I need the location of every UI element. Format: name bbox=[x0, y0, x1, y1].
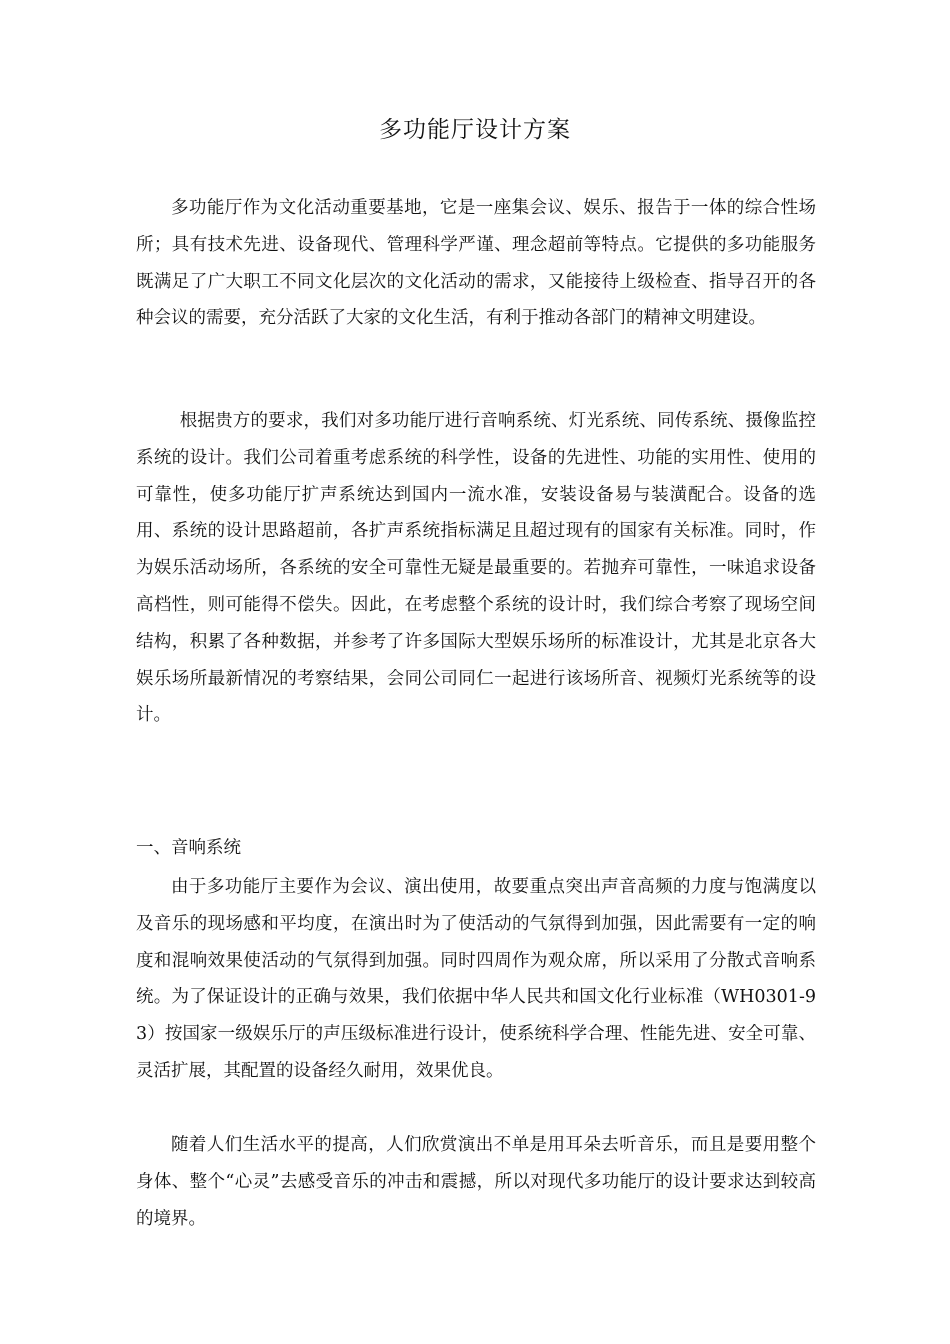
section1-paragraph-2: 随着人们生活水平的提高，人们欣赏演出不单是用耳朵去听音乐，而且是要用整个身体、整个“心灵”去感受音乐的冲击和震撼，所以对现代多功能厅的设计要求达到较高的境界。 bbox=[136, 1135, 816, 1229]
document-title: 多功能厅设计方案 bbox=[379, 117, 571, 143]
intro-paragraph-2: 根据贵方的要求，我们对多功能厅进行音响系统、灯光系统、同传系统、摄像监控系统的设计。我们公司着重考虑系统的科学性，设备的先进性、功能的实用性、使用的可靠性，使多功能厅扩声系统达到国内一流水准，安装设备易与装潢配合。设备的选用、系统的设计思路超前，各扩声系统指标满足且超过现有的国家有关标准。同时，作为娱乐活动场所，各系统的安全可靠性无疑是最重要的。若抛弃可靠性，一味追求设备高档性，则可能得不偿失。因此，在考虑整个系统的设计时，我们综合考察了现场空间结构，积累了各种数据，并参考了许多国际大型娱乐场所的标准设计，尤其是北京各大娱乐场所最新情况的考察结果，会同公司同仁一起进行该场所音、视频灯光系统等的设计。 bbox=[136, 411, 816, 726]
intro-paragraph-1: 多功能厅作为文化活动重要基地，它是一座集会议、娱乐、报告于一体的综合性场所；具有技术先进、设备现代、管理科学严谨、理念超前等特点。它提供的多功能服务既满足了广大职工不同文化层次的文化活动的需求，又能接待上级检查、指导召开的各种会议的需要，充分活跃了大家的文化生活，有利于推动各部门的精神文明建设。 bbox=[136, 198, 816, 329]
section-heading-audio-system: 一、音响系统 bbox=[136, 838, 241, 858]
section1-paragraph-1: 由于多功能厅主要作为会议、演出使用，故要重点突出声音高频的力度与饱满度以及音乐的现场感和平均度，在演出时为了使活动的气氛得到加强，因此需要有一定的响度和混响效果使活动的气氛得到加强。同时四周作为观众席，所以采用了分散式音响系统。为了保证设计的正确与效果，我们依据中华人民共和国文化行业标准（WH0301-93）按国家一级娱乐厅的声压级标准进行设计，使系统科学合理、性能先进、安全可靠、灵活扩展，其配置的设备经久耐用，效果优良。 bbox=[136, 877, 816, 1081]
